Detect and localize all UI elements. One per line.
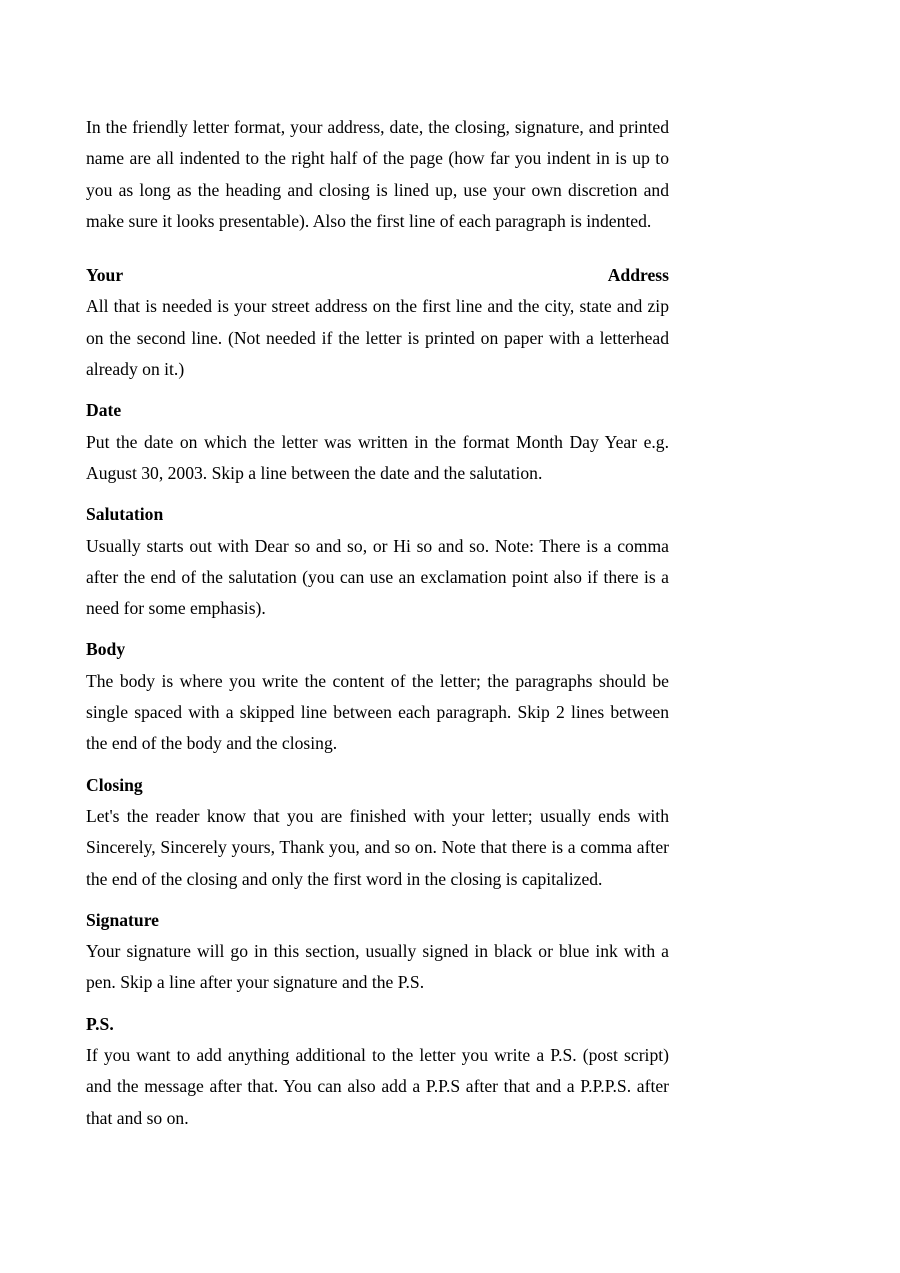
section-text: The body is where you write the content of the letter; the paragraphs should be single spaced with a skipped line between each paragraph. Skip 2 lines between the end of the body and the closing.	[86, 670, 669, 754]
section-text: Put the date on which the letter was written in the format Month Day Year e.g. August 30, 2003. Skip a line between the date and the salutation.	[86, 431, 669, 483]
section-closing	[86, 770, 669, 895]
section-date	[86, 395, 669, 489]
section-text: Let's the reader know that you are finished with your letter; usually ends with Sincerely, Sincerely yours, Thank you, and so on. Note that there is a comma after the end of the closing and only the first word in the closing is capitalized.	[86, 805, 669, 889]
section-text: Your signature will go in this section, usually signed in black or blue ink with a pen. Skip a line after your signature and the P.S.	[86, 941, 669, 993]
section-signature	[86, 905, 669, 999]
address-heading	[86, 260, 669, 291]
address-text: All that is needed is your street address on the first line and the city, state and zip on the second line. (Not needed if the letter is printed on paper with a letterhead already on it.)	[86, 296, 669, 380]
section-heading: Signature	[86, 909, 159, 930]
section-salutation	[86, 499, 669, 624]
section-heading: Body	[86, 639, 126, 660]
section-heading: P.S.	[86, 1013, 114, 1034]
section-heading: Closing	[86, 774, 143, 795]
intro-paragraph: In the friendly letter format, your address, date, the closing, signature, and printed name are all indented to the right half of the page (how far you indent in is up to you as long as the heading and closing is lined up, use your own discretion and make sure it looks presentable). Also the first line of each paragraph is indented.	[86, 117, 669, 231]
section-ps	[86, 1009, 669, 1134]
address-heading-right: Address	[607, 265, 669, 286]
section-text: Usually starts out with Dear so and so, or Hi so and so. Note: There is a comma after the end of the salutation (you can use an exclamation point also if there is a need for some emphasis).	[86, 535, 669, 619]
address-heading-left: Your	[86, 265, 124, 286]
section-heading: Salutation	[86, 504, 164, 525]
section-text: If you want to add anything additional to the letter you write a P.S. (post script) and the message after that. You can also add a P.P.S after that and a P.P.P.S. after that and so on.	[86, 1045, 669, 1128]
document-page	[86, 112, 669, 1134]
section-body	[86, 634, 669, 759]
section-heading: Date	[86, 400, 122, 421]
